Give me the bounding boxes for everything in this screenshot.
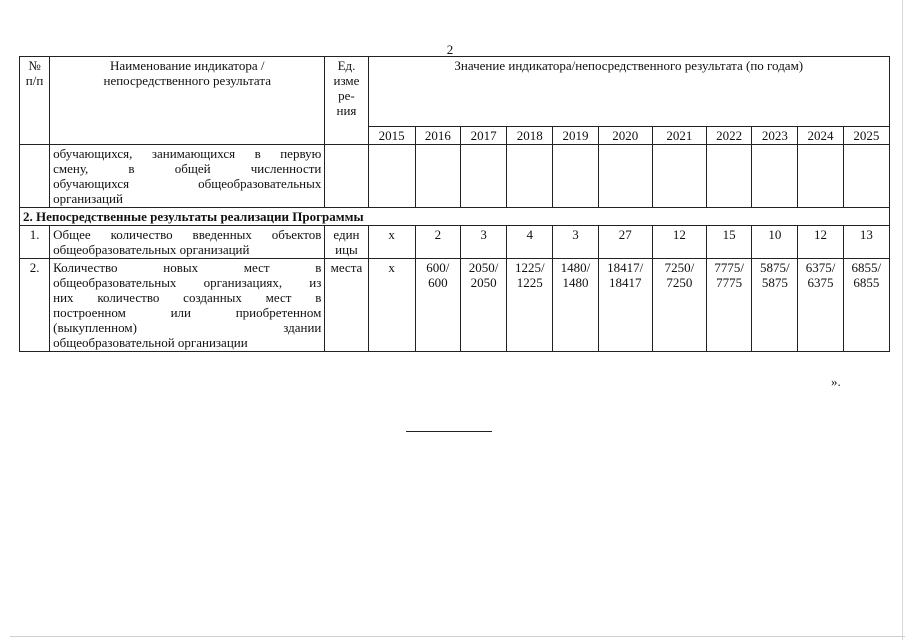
empty-cell	[553, 145, 598, 208]
unit-line: ицы	[335, 242, 358, 257]
table-row	[20, 226, 890, 259]
value-2024: 12	[798, 226, 843, 259]
value-2025: 13	[843, 226, 889, 259]
row-name-cell	[50, 226, 325, 259]
value-2018: 1225/ 1225	[507, 259, 553, 352]
row-unit-cell	[325, 226, 368, 259]
value-2019: 1480/ 1480	[553, 259, 598, 352]
empty-cell	[598, 145, 652, 208]
row-num: 1.	[20, 226, 50, 259]
unit-line: един	[333, 227, 360, 242]
header-value-cell: Значение индикатора/непосредственного результата (по годам)	[368, 57, 889, 127]
value-2024: 6375/ 6375	[798, 259, 843, 352]
year-2018: 2018	[507, 127, 553, 145]
value-2022: 7775/ 7775	[707, 259, 752, 352]
indicator-table	[19, 56, 890, 352]
value-2021: 12	[652, 226, 706, 259]
value-2016: 2	[415, 226, 460, 259]
name-line: построенном или приобретенном	[53, 305, 322, 320]
closing-quote: ».	[831, 374, 841, 389]
name-line: смену, в общей численности	[53, 161, 322, 176]
continuation-row	[20, 145, 890, 208]
value-2023: 10	[752, 226, 798, 259]
header-unit-cell: Ед. изме ре- ния	[325, 57, 368, 145]
row-num: 2.	[20, 259, 50, 352]
separator-line	[406, 431, 492, 432]
empty-cell	[707, 145, 752, 208]
table-row	[20, 259, 890, 352]
empty-cell	[460, 145, 506, 208]
value-2023: 5875/ 5875	[752, 259, 798, 352]
value-2017: 2050/ 2050	[460, 259, 506, 352]
name-line: обучающихся, занимающихся в первую	[53, 146, 322, 161]
value-2016: 600/ 600	[415, 259, 460, 352]
year-2021: 2021	[652, 127, 706, 145]
scan-edge-bottom	[10, 636, 905, 637]
name-line: (выкупленном) здании	[53, 320, 322, 335]
value-2019: 3	[553, 226, 598, 259]
header-name-cell: Наименование индикатора / непосредственного результата	[50, 57, 325, 145]
header-row	[20, 57, 890, 127]
value-2015: х	[368, 226, 415, 259]
value-2017: 3	[460, 226, 506, 259]
year-2024: 2024	[798, 127, 843, 145]
continuation-num-cell	[20, 145, 50, 208]
section-title: 2. Непосредственные результаты реализации Программы	[20, 208, 890, 226]
value-2018: 4	[507, 226, 553, 259]
name-line: Количество новых мест в	[53, 260, 322, 275]
row-name-cell	[50, 259, 325, 352]
empty-cell	[652, 145, 706, 208]
value-2022: 15	[707, 226, 752, 259]
value-2021: 7250/ 7250	[652, 259, 706, 352]
empty-cell	[415, 145, 460, 208]
year-2023: 2023	[752, 127, 798, 145]
page-number: 2	[446, 42, 454, 57]
row-unit-cell	[325, 259, 368, 352]
value-2020: 27	[598, 226, 652, 259]
name-line: общеобразовательной организации	[53, 335, 248, 350]
year-2025: 2025	[843, 127, 889, 145]
name-line: организаций	[53, 191, 123, 206]
empty-cell	[325, 145, 368, 208]
empty-cell	[368, 145, 415, 208]
year-2022: 2022	[707, 127, 752, 145]
year-2015: 2015	[368, 127, 415, 145]
empty-cell	[752, 145, 798, 208]
unit-line: места	[330, 260, 363, 275]
year-2020: 2020	[598, 127, 652, 145]
year-2017: 2017	[460, 127, 506, 145]
header-num-cell: № п/п	[20, 57, 50, 145]
name-line: них количество созданных мест в	[53, 290, 322, 305]
name-line: Общее количество введенных объектов	[53, 227, 322, 242]
empty-cell	[843, 145, 889, 208]
name-line: обучающихся общеобразовательных	[53, 176, 322, 191]
name-line: общеобразовательных организаций	[53, 242, 250, 257]
continuation-name-cell	[50, 145, 325, 208]
empty-cell	[507, 145, 553, 208]
scan-edge-right	[902, 0, 903, 640]
value-2025: 6855/ 6855	[843, 259, 889, 352]
name-line: общеобразовательных организациях, из	[53, 275, 322, 290]
section-row	[20, 208, 890, 226]
year-2016: 2016	[415, 127, 460, 145]
value-2015: х	[368, 259, 415, 352]
year-2019: 2019	[553, 127, 598, 145]
empty-cell	[798, 145, 843, 208]
value-2020: 18417/ 18417	[598, 259, 652, 352]
